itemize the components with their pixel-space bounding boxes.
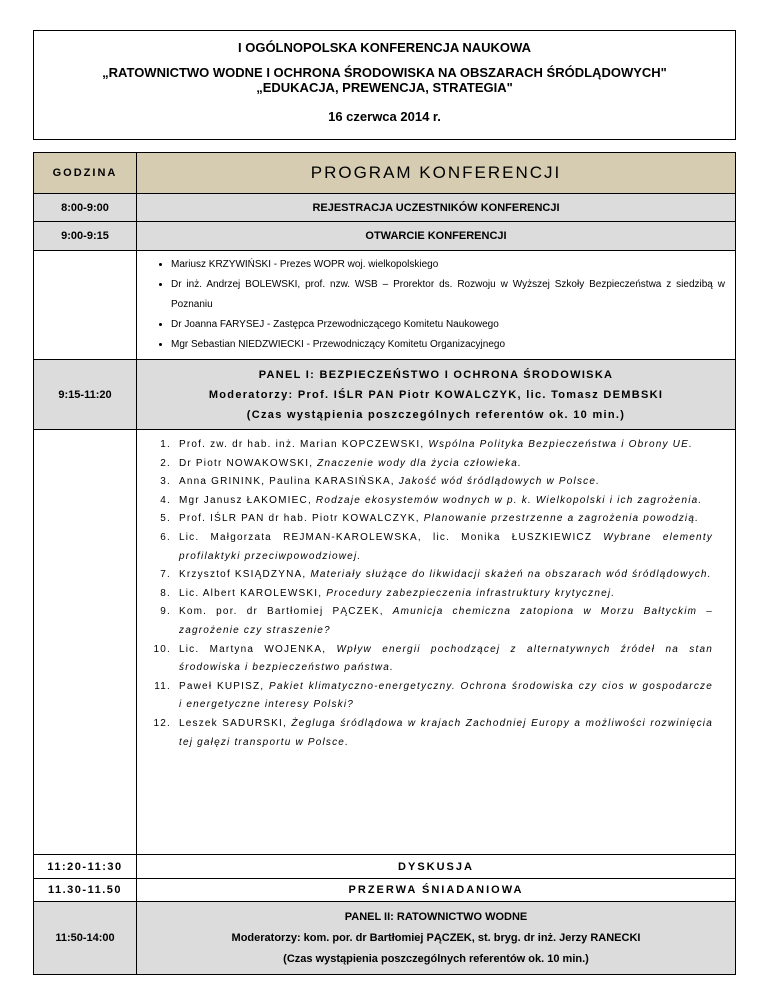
paper-title: Materiały służące do likwidacji skażeń na obszarach wód śródlądowych. [310,569,712,581]
conference-title-line1: „RATOWNICTWO WODNE I OCHRONA ŚRODOWISKA NA OBSZARACH ŚRÓDLĄDOWYCH" [102,65,667,80]
time-break: 11.30-11.50 [34,879,137,902]
row-papers [34,430,736,855]
paper-author: Lic. Albert KAROLEWSKI, [179,587,327,599]
time-discussion: 11:20-11:30 [34,855,137,879]
paper-author: Kom. por. dr Bartłomiej PĄCZEK, [179,606,393,618]
row-panel1 [34,360,736,430]
item-registration: REJESTRACJA UCZESTNIKÓW KONFERENCJI [137,194,736,222]
time-opening: 9:00-9:15 [34,222,137,251]
paper-author: Paweł KUPISZ, [179,680,269,692]
paper-author: Dr Piotr NOWAKOWSKI, [179,457,318,469]
paper-item [175,492,713,511]
item-discussion: DYSKUSJA [137,855,736,879]
paper-item [175,529,713,566]
guest-item: • Dr Joanna FARYSEJ - Zastępca Przewodniczącego Komitetu Naukowego [171,315,725,335]
row-panel2 [34,902,736,975]
paper-title: Rodzaje ekosystemów wodnych w p. k. Wielkopolski i ich zagrożenia. [315,494,703,506]
conference-header [33,30,736,140]
conference-title [34,65,735,95]
paper-item [175,678,713,715]
guest-item: • Mgr Sebastian NIEDZWIECKI - Przewodniczący Komitetu Organizacyjnego [171,335,725,355]
row-guests [34,251,736,360]
paper-item [175,641,713,678]
paper-title: Żegluga śródlądowa w krajach Zachodniej Europy a możliwości rozwinięcia tej gałęzi transportu w Polsce. [179,717,713,748]
row-break [34,879,736,902]
panel2-title: PANEL II: RATOWNICTWO WODNE [344,910,528,923]
panel1-moderators: Moderatorzy: Prof. IŚLR PAN Piotr KOWALCZYK, lic. Tomasz DEMBSKI [208,388,664,401]
paper-item [175,715,713,752]
paper-title: Pakiet klimatyczno-energetyczny. Ochrona środowiska czy cios w gospodarcze i energetyczne interesy Polski? [179,680,713,711]
item-break: PRZERWA ŚNIADANIOWA [137,879,736,902]
item-opening: OTWARCIE KONFERENCJI [137,222,736,251]
panel2-moderators: Moderatorzy: kom. por. dr Bartłomiej PĄCZEK, st. bryg. dr inż. Jerzy RANECKI [231,931,641,944]
paper-title: Planowanie przestrzenne a zagrożenia powodzią. [423,513,700,525]
time-guests [34,251,137,360]
conference-title-line2: „EDUKACJA, PREWENCJA, STRATEGIA" [256,80,513,95]
guest-list [137,251,735,359]
paper-item [175,603,713,640]
paper-author: Mgr Janusz ŁAKOMIEC, [179,494,316,506]
paper-author: Lic. Małgorzata REJMAN-KAROLEWSKA, lic. Monika ŁUSZKIEWICZ [179,531,604,543]
row-opening [34,222,736,251]
paper-title: Wpływ energii pochodzącej z alternatywnych źródeł na stan środowiska i bezpieczeństwo państwa. [179,643,713,674]
guest-list-cell [137,251,736,360]
guest-item: • Mariusz KRZYWIŃSKI - Prezes WOPR woj. wielkopolskiego [171,255,725,275]
paper-author: Leszek SADURSKI, [179,717,292,729]
paper-title: Amunicja chemiczna zatopiona w Morzu Bałtyckim – zagrożenie czy straszenie? [179,606,713,636]
paper-title: Wybrane elementy profilaktyki przeciwpowodziowej. [179,531,713,562]
papers-list [137,430,735,758]
panel1-title: PANEL I: BEZPIECZEŃSTWO I OCHRONA ŚRODOWISKA [258,368,614,381]
paper-author: Lic. Martyna WOJENKA, [179,643,337,655]
paper-item [175,455,713,474]
time-registration: 8:00-9:00 [34,194,137,222]
guest-item: • Dr inż. Andrzej BOLEWSKI, prof. nzw. WSB – Prorektor ds. Rozwoju w Wyższej Szkoły Bezpieczeństwa z siedzibą w Poznaniu [171,275,725,315]
paper-item [175,566,713,585]
time-panel1: 9:15-11:20 [34,360,137,430]
row-registration [34,194,736,222]
panel1-note: (Czas wystąpienia poszczególnych referentów ok. 10 min.) [246,408,626,421]
paper-item [175,436,713,455]
table-header-row [34,153,736,194]
paper-author: Prof. zw. dr hab. inż. Marian KOPCZEWSKI, [179,439,429,450]
paper-author: Krzysztof KSIĄDZYNA, [179,569,311,581]
paper-title: Procedury zabezpieczenia infrastruktury krytycznej. [326,587,616,599]
paper-author: Anna GRININK, Paulina KARASIŃSKA, [179,476,399,488]
paper-title: Wspólna Polityka Bezpieczeństwa i Obrony UE. [428,439,693,450]
panel1-info [137,360,736,430]
time-panel2: 11:50-14:00 [34,902,137,975]
paper-title: Znaczenie wody dla życia człowieka. [317,457,523,469]
conference-date: 16 czerwca 2014 r. [328,109,441,124]
column-header-time: GODZINA [34,153,137,194]
column-header-program: PROGRAM KONFERENCJI [137,153,736,194]
paper-item [175,510,713,529]
time-papers [34,430,137,855]
program-table [33,152,736,975]
row-discussion [34,855,736,879]
paper-author: Prof. IŚLR PAN dr hab. Piotr KOWALCZYK, [179,513,424,525]
paper-title: Jakość wód śródlądowych w Polsce. [398,476,601,488]
panel2-note: (Czas wystąpienia poszczególnych referentów ok. 10 min.) [283,952,589,965]
panel2-info [137,902,736,975]
paper-item [175,473,713,492]
papers-cell [137,430,736,855]
conference-name: I OGÓLNOPOLSKA KONFERENCJA NAUKOWA [238,40,531,55]
paper-item [175,585,713,604]
